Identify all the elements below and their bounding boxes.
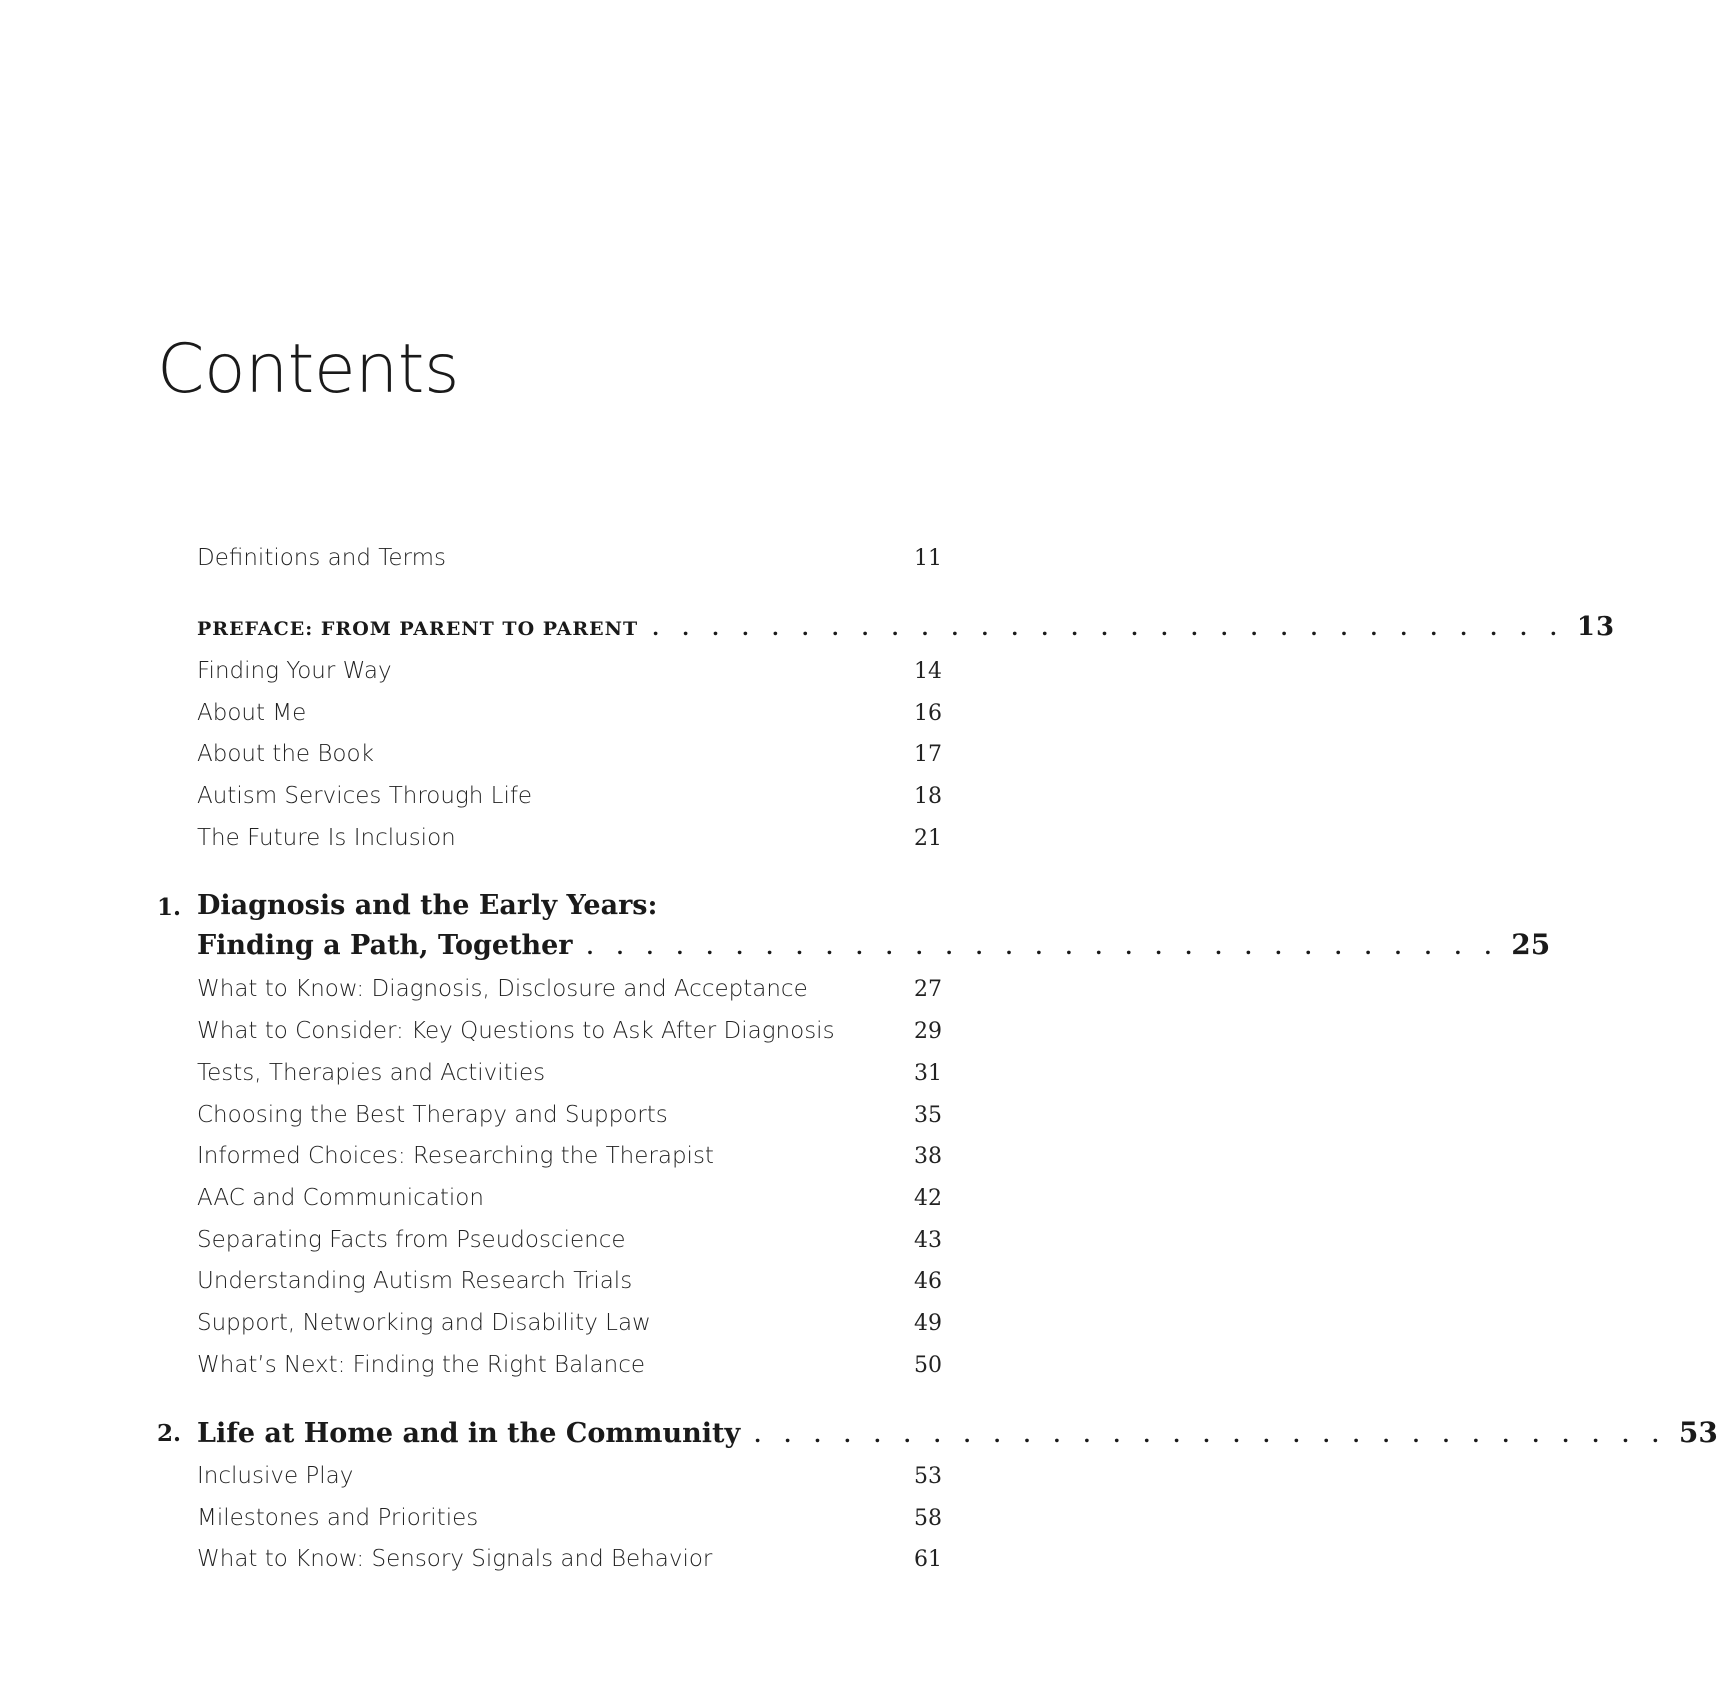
toc-chapter-page: 53 bbox=[1678, 1416, 1718, 1449]
toc-entry-label: Separating Facts from Pseudoscience bbox=[197, 1227, 626, 1253]
chapter-number: 1. bbox=[157, 894, 182, 921]
toc-entry[interactable] bbox=[197, 825, 942, 851]
toc-entry-page: 31 bbox=[914, 1061, 942, 1086]
toc-section-page: 13 bbox=[1576, 612, 1616, 642]
toc-entry[interactable] bbox=[197, 741, 942, 767]
toc-entry[interactable] bbox=[197, 783, 942, 809]
toc-entry[interactable] bbox=[197, 1102, 942, 1128]
toc-entry-label: Definitions and Terms bbox=[197, 545, 446, 571]
toc-entry-page: 43 bbox=[914, 1228, 942, 1253]
toc-entry-page: 53 bbox=[914, 1464, 942, 1489]
chapter-heading-line2: Finding a Path, Together bbox=[197, 930, 573, 961]
toc-entry-label: Choosing the Best Therapy and Supports bbox=[197, 1102, 668, 1128]
toc-entry[interactable] bbox=[197, 1060, 942, 1086]
toc-entry-page: 50 bbox=[914, 1353, 942, 1378]
toc-entry-page: 11 bbox=[914, 546, 942, 571]
toc-entry-label: Inclusive Play bbox=[197, 1463, 354, 1489]
toc-entry-definitions[interactable] bbox=[197, 545, 942, 571]
toc-entry-label: About Me bbox=[197, 700, 307, 726]
toc-entry[interactable] bbox=[197, 1505, 942, 1531]
toc-entry-label: About the Book bbox=[197, 741, 374, 767]
toc-entry[interactable] bbox=[197, 1352, 942, 1378]
toc-entry[interactable] bbox=[197, 976, 942, 1002]
toc-entry-label: Finding Your Way bbox=[197, 658, 392, 684]
toc-entry-label: The Future Is Inclusion bbox=[197, 825, 456, 851]
toc-entry-page: 42 bbox=[914, 1186, 942, 1211]
toc-entry-page: 58 bbox=[914, 1506, 942, 1531]
toc-entry-page: 16 bbox=[914, 701, 942, 726]
toc-entry-page: 38 bbox=[914, 1144, 942, 1169]
toc-entry[interactable] bbox=[197, 1227, 942, 1253]
toc-chapter-page: 25 bbox=[1511, 928, 1551, 961]
toc-entry-page: 14 bbox=[914, 659, 942, 684]
toc-section-heading: PREFACE: FROM PARENT TO PARENT bbox=[197, 618, 639, 640]
toc-entry[interactable] bbox=[197, 700, 942, 726]
toc-entry-label: Milestones and Priorities bbox=[197, 1505, 479, 1531]
toc-entry-label: Support, Networking and Disability Law bbox=[197, 1310, 651, 1336]
toc-entry-page: 27 bbox=[914, 977, 942, 1002]
toc-entry-page: 21 bbox=[914, 826, 942, 851]
dot-leader: . . . . . . . . . . . . . . . . . . . . . . . . . . . . . . . bbox=[754, 1423, 1667, 1447]
toc-entry-page: 18 bbox=[914, 784, 942, 809]
toc-entry-page: 61 bbox=[914, 1547, 942, 1572]
toc-entry-label: Autism Services Through Life bbox=[197, 783, 533, 809]
toc-entry[interactable] bbox=[197, 1463, 942, 1489]
toc-entry-page: 29 bbox=[914, 1019, 942, 1044]
toc-entry-page: 35 bbox=[914, 1103, 942, 1128]
toc-entry-label: Tests, Therapies and Activities bbox=[197, 1060, 546, 1086]
toc-entry-label: What to Know: Sensory Signals and Behavior bbox=[197, 1546, 713, 1572]
toc-chapter-2[interactable] bbox=[197, 1416, 1718, 1449]
toc-entry[interactable] bbox=[197, 1268, 942, 1294]
dot-leader: . . . . . . . . . . . . . . . . . . . . . . . . . . . . . . . bbox=[652, 616, 1565, 640]
toc-entry-label: Understanding Autism Research Trials bbox=[197, 1268, 633, 1294]
toc-entry[interactable] bbox=[197, 658, 942, 684]
toc-entry[interactable] bbox=[197, 1310, 942, 1336]
chapter-heading: Life at Home and in the Community bbox=[197, 1418, 741, 1449]
toc-entry-label: What to Know: Diagnosis, Disclosure and Acceptance bbox=[197, 976, 808, 1002]
chapter-number: 2. bbox=[157, 1420, 182, 1447]
toc-entry-page: 17 bbox=[914, 742, 942, 767]
toc-entry-label: What to Consider: Key Questions to Ask After Diagnosis bbox=[197, 1018, 835, 1044]
toc-entry[interactable] bbox=[197, 1018, 942, 1044]
toc-entry[interactable] bbox=[197, 1185, 942, 1211]
toc-entry-label: What’s Next: Finding the Right Balance bbox=[197, 1352, 646, 1378]
page-title: Contents bbox=[157, 330, 459, 409]
toc-entry-page: 49 bbox=[914, 1311, 942, 1336]
toc-entry-page: 46 bbox=[914, 1269, 942, 1294]
toc-entry-label: AAC and Communication bbox=[197, 1185, 484, 1211]
toc-entry[interactable] bbox=[197, 1546, 942, 1572]
toc-entry[interactable] bbox=[197, 1143, 942, 1169]
toc-chapter-1[interactable] bbox=[197, 928, 1551, 961]
toc-entry-label: Informed Choices: Researching the Therapist bbox=[197, 1143, 714, 1169]
chapter-heading-line1[interactable]: Diagnosis and the Early Years: bbox=[197, 890, 658, 921]
toc-section-preface[interactable] bbox=[197, 612, 1616, 642]
dot-leader: . . . . . . . . . . . . . . . . . . . . . . . . . . . . . . . bbox=[586, 935, 1500, 959]
